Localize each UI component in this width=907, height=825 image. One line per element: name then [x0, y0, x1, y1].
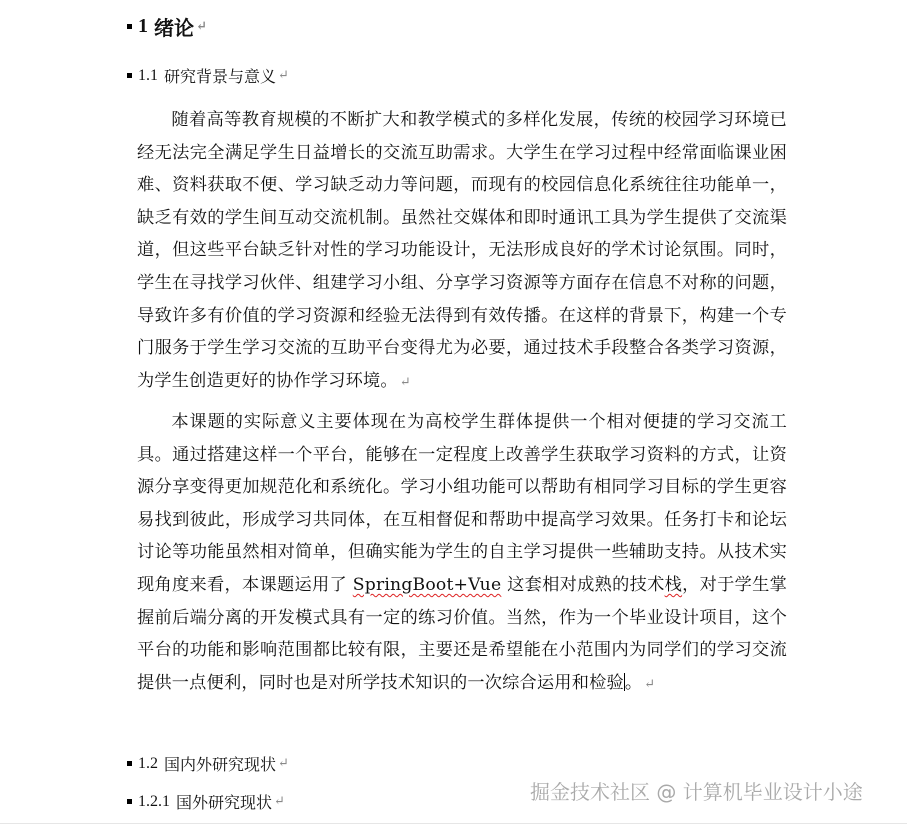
paragraph-text: ，对于学生掌握前后端分离的开发模式具有一定的练习价值。当然，作为一个毕业设计项目，这个平台的功能和影响范围都比较有限，主要还是希望能在小范围内为同学们的学习交流提供一点便利，同时也是对所学技术知识的一次综合运用和检验	[137, 574, 787, 693]
paragraph-text: 。	[624, 672, 643, 693]
heading-level2-status[interactable]	[127, 752, 289, 775]
paragraph-mark-icon: ↵	[278, 68, 289, 83]
heading-number: 1.2.1	[138, 792, 170, 810]
heading-title: 研究背景与意义	[164, 67, 277, 86]
heading-number: 1	[138, 15, 148, 37]
heading-title: 国外研究现状	[176, 793, 273, 812]
heading-number: 1.1	[138, 66, 158, 84]
paragraph-mark-icon: ↵	[274, 794, 285, 809]
watermark: 掘金技术社区 @ 计算机毕业设计小途	[530, 780, 863, 804]
heading-title: 绪论	[154, 16, 194, 40]
paragraph-mark-icon: ↵	[399, 374, 411, 390]
heading-title: 国内外研究现状	[164, 755, 277, 774]
paragraph-mark-icon: ↵	[278, 756, 289, 771]
spellcheck-flagged-word[interactable]: 栈	[664, 574, 683, 595]
body-paragraph-1[interactable]	[137, 104, 787, 399]
paragraph-text: 这套相对成熟的技术	[501, 574, 665, 595]
heading-level1[interactable]	[127, 12, 207, 41]
list-bullet-icon	[127, 761, 132, 766]
heading-number: 1.2	[138, 754, 158, 772]
heading-level2-background[interactable]	[127, 64, 289, 87]
list-bullet-icon	[127, 24, 132, 29]
paragraph-text: 随着高等教育规模的不断扩大和教学模式的多样化发展，传统的校园学习环境已经无法完全满足学生日益增长的交流互助需求。大学生在学习过程中经常面临课业困难、资料获取不便、学习缺乏动力等问题，而现有的校园信息化系统往往功能单一，缺乏有效的学生间互动交流机制。虽然社交媒体和即时通讯工具为学生提供了交流渠道，但这些平台缺乏针对性的学习功能设计，无法形成良好的学术讨论氛围。同时，学生在寻找学习伙伴、组建学习小组、分享学习资源等方面存在信息不对称的问题，导致许多有价值的学习资源和经验无法得到有效传播。在这样的背景下，构建一个专门服务于学生学习交流的互助平台变得尤为必要，通过技术手段整合各类学习资源，为学生创造更好的协作学习环境。	[137, 110, 787, 391]
list-bullet-icon	[127, 73, 132, 78]
body-paragraph-2[interactable]	[137, 406, 787, 701]
heading-level3-foreign[interactable]	[127, 790, 285, 813]
page-divider	[0, 823, 907, 824]
paragraph-mark-icon: ↵	[644, 676, 656, 692]
spellcheck-flagged-word[interactable]: SpringBoot+Vue	[352, 574, 502, 595]
paragraph-mark-icon: ↵	[196, 19, 207, 34]
list-bullet-icon	[127, 799, 132, 804]
paragraph-text: 本课题的实际意义主要体现在为高校学生群体提供一个相对便捷的学习交流工具。通过搭建这样一个平台，能够在一定程度上改善学生获取学习资料的方式，让资源分享变得更加规范化和系统化。学习小组功能可以帮助有相同学习目标的学生更容易找到彼此，形成学习共同体，在互相督促和帮助中提高学习效果。任务打卡和论坛讨论等功能虽然相对简单，但确实能为学生的自主学习提供一些辅助支持。从技术实现角度来看，本课题运用了	[137, 412, 787, 595]
